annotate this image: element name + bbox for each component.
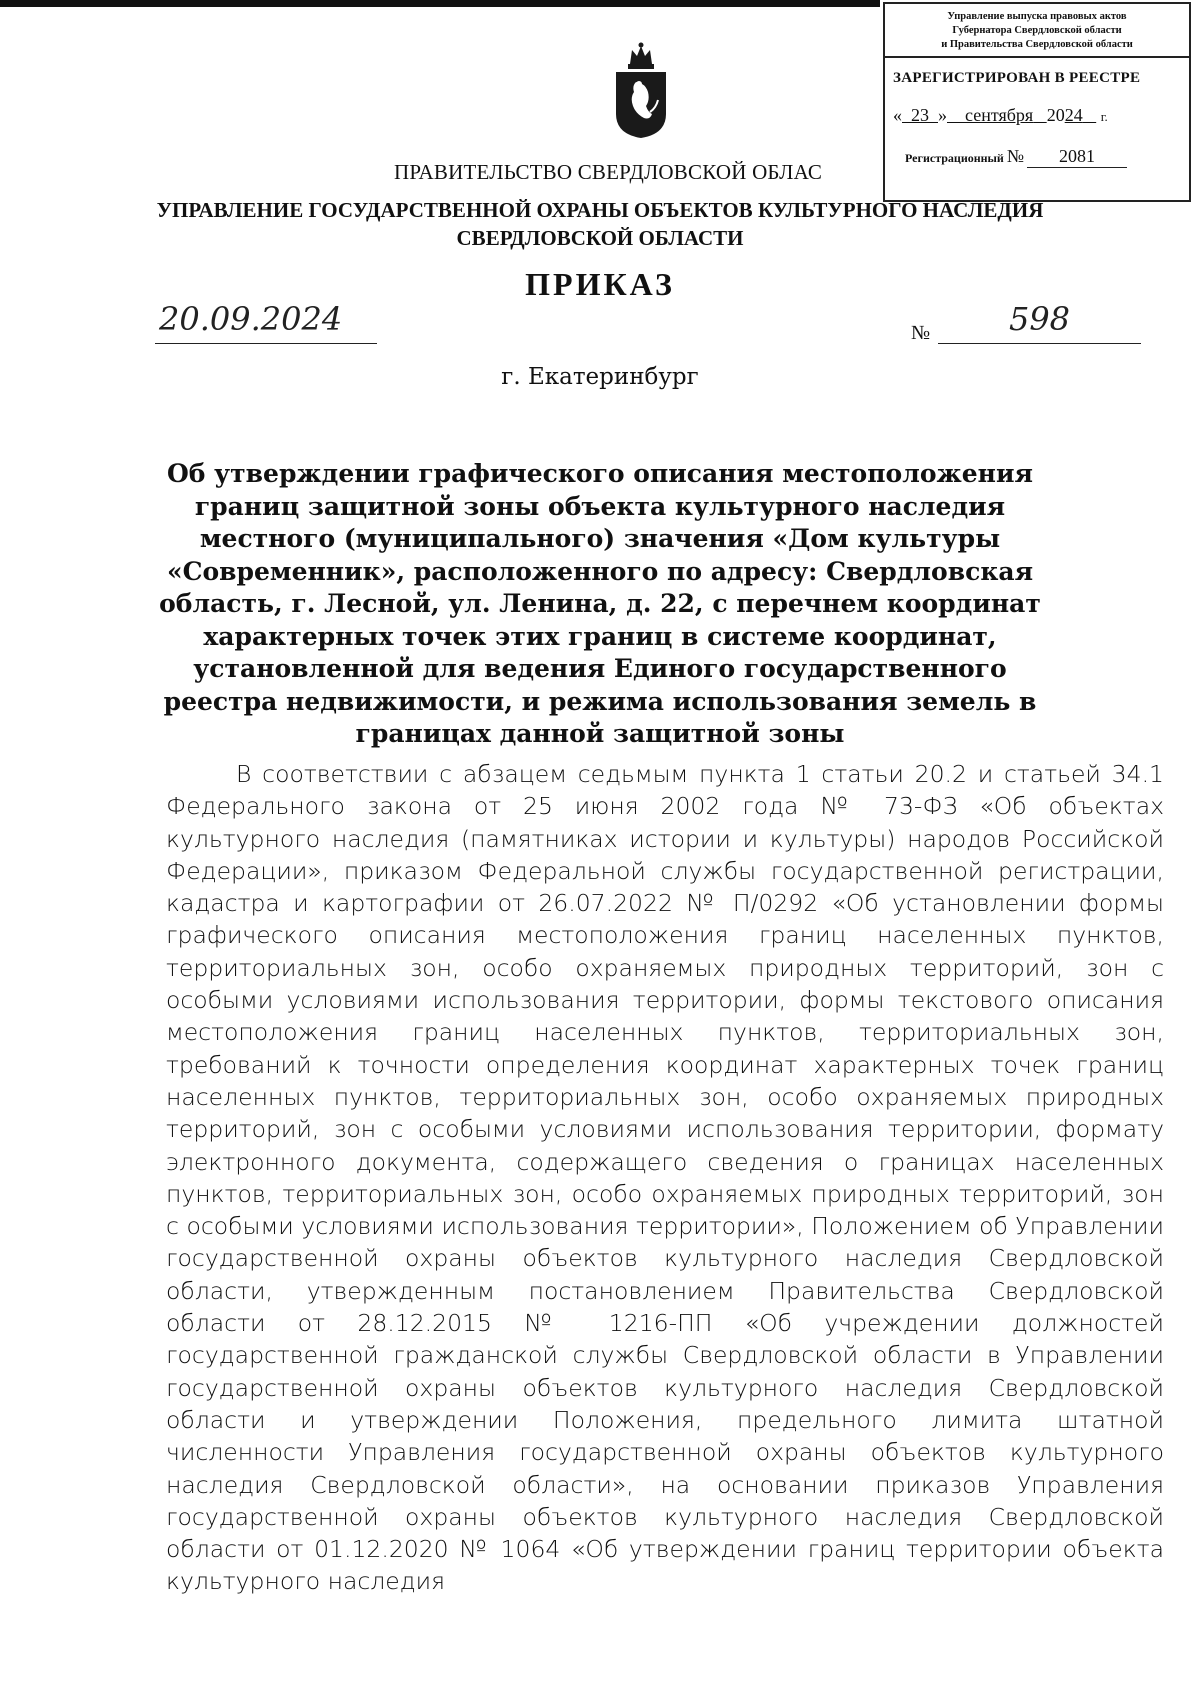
- stamp-office-line: Губернатора Свердловской области: [952, 25, 1122, 36]
- stamp-date: [885, 87, 1189, 126]
- stamp-reg-label: Регистрационный: [905, 151, 1004, 165]
- stamp-year-unit: г.: [1100, 109, 1108, 124]
- stamp-no-sign: №: [1006, 146, 1025, 166]
- stamp-office-line: Управление выпуска правовых актов: [947, 11, 1127, 22]
- number-label: №: [911, 322, 931, 344]
- document-title: Об утверждении графического описания местоположения границ защитной зоны объекта культурного наследия местного (муниципального) значения «Дом культуры «Современник», расположенного по адресу: Свердловская область, г. Лесной, ул. Ленина, д. 22, с перечнем координат характерных точек этих границ в системе координат, установленной для ведения Единого государственного реестра недвижимости, и режима использования земель в границах данной защитной зоны: [159, 459, 1041, 748]
- stamp-reg-number: 2081: [1027, 146, 1127, 168]
- handwritten-date: 20.09.2024: [155, 300, 377, 344]
- top-border-line: [0, 0, 880, 7]
- agency-line: УПРАВЛЕНИЕ ГОСУДАРСТВЕННОЙ ОХРАНЫ ОБЪЕКТОВ КУЛЬТУРНОГО НАСЛЕДИЯ: [156, 198, 1044, 222]
- coat-of-arms-icon: [606, 42, 676, 140]
- document-body: [166, 758, 1164, 1598]
- registration-stamp: [883, 2, 1191, 202]
- stamp-day: 23: [911, 105, 929, 125]
- handwritten-number: 598: [938, 300, 1141, 344]
- stamp-office-line: и Правительства Свердловской области: [941, 39, 1133, 50]
- agency-heading: [150, 196, 1050, 252]
- stamp-year-suffix: 24: [1064, 105, 1083, 125]
- stamp-number: [885, 126, 1189, 168]
- body-paragraph: В соответствии с абзацем седьмым пункта 1 статьи 20.2 и статьей 34.1 Федерального закона от 25 июня 2002 года № 73-ФЗ «Об объектах культурного наследия (памятниках истории и культуры) народов Российской Федерации», приказом Федеральной службы государственной регистрации, кадастра и картографии от 26.07.2022 № П/0292 «Об установлении формы графического описания местоположения границ населенных пунктов, территориальных зон, особо охраняемых природных территорий, зон с особыми условиями использования территории, формы текстового описания местоположения границ населенных пунктов, территориальных зон, требований к точности определения координат характерных точек границ населенных пунктов, территориальных зон, особо охраняемых природных территорий, зон с особыми условиями использования территории, формату электронного документа, содержащего сведения о границах населенных пунктов, территориальных зон, особо охраняемых природных территорий, зон с особыми условиями использования территории», Положением об Управлении государственной охраны объектов культурного наследия Свердловской области, утвержденным постановлением Правительства Свердловской области от 28.12.2015 № 1216-ПП «Об учреждении должностей государственной гражданской службы Свердловской области в Управлении государственной охраны объектов культурного наследия Свердловской области и утверждении Положения, предельного лимита штатной численности Управления государственной охраны объектов культурного наследия Свердловской области», на основании приказов Управления государственной охраны объектов культурного наследия Свердловской области от 01.12.2020 № 1064 «Об утверждении границ территории объекта культурного наследия: [166, 760, 1164, 1596]
- agency-line: СВЕРДЛОВСКОЙ ОБЛАСТИ: [456, 226, 744, 250]
- government-heading: ПРАВИТЕЛЬСТВО СВЕРДЛОВСКОЙ ОБЛАС: [394, 160, 823, 184]
- stamp-registered-label: ЗАРЕГИСТРИРОВАН В РЕЕСТРЕ: [893, 70, 1141, 86]
- stamp-office-header: [885, 4, 1189, 58]
- document-type: ПРИКАЗ: [525, 266, 675, 302]
- city-line: г. Екатеринбург: [501, 364, 699, 390]
- stamp-quote-open: «: [893, 105, 902, 125]
- stamp-quote-close: »: [938, 105, 947, 125]
- stamp-month: сентября: [965, 105, 1034, 125]
- stamp-year-prefix: 20: [1046, 105, 1065, 125]
